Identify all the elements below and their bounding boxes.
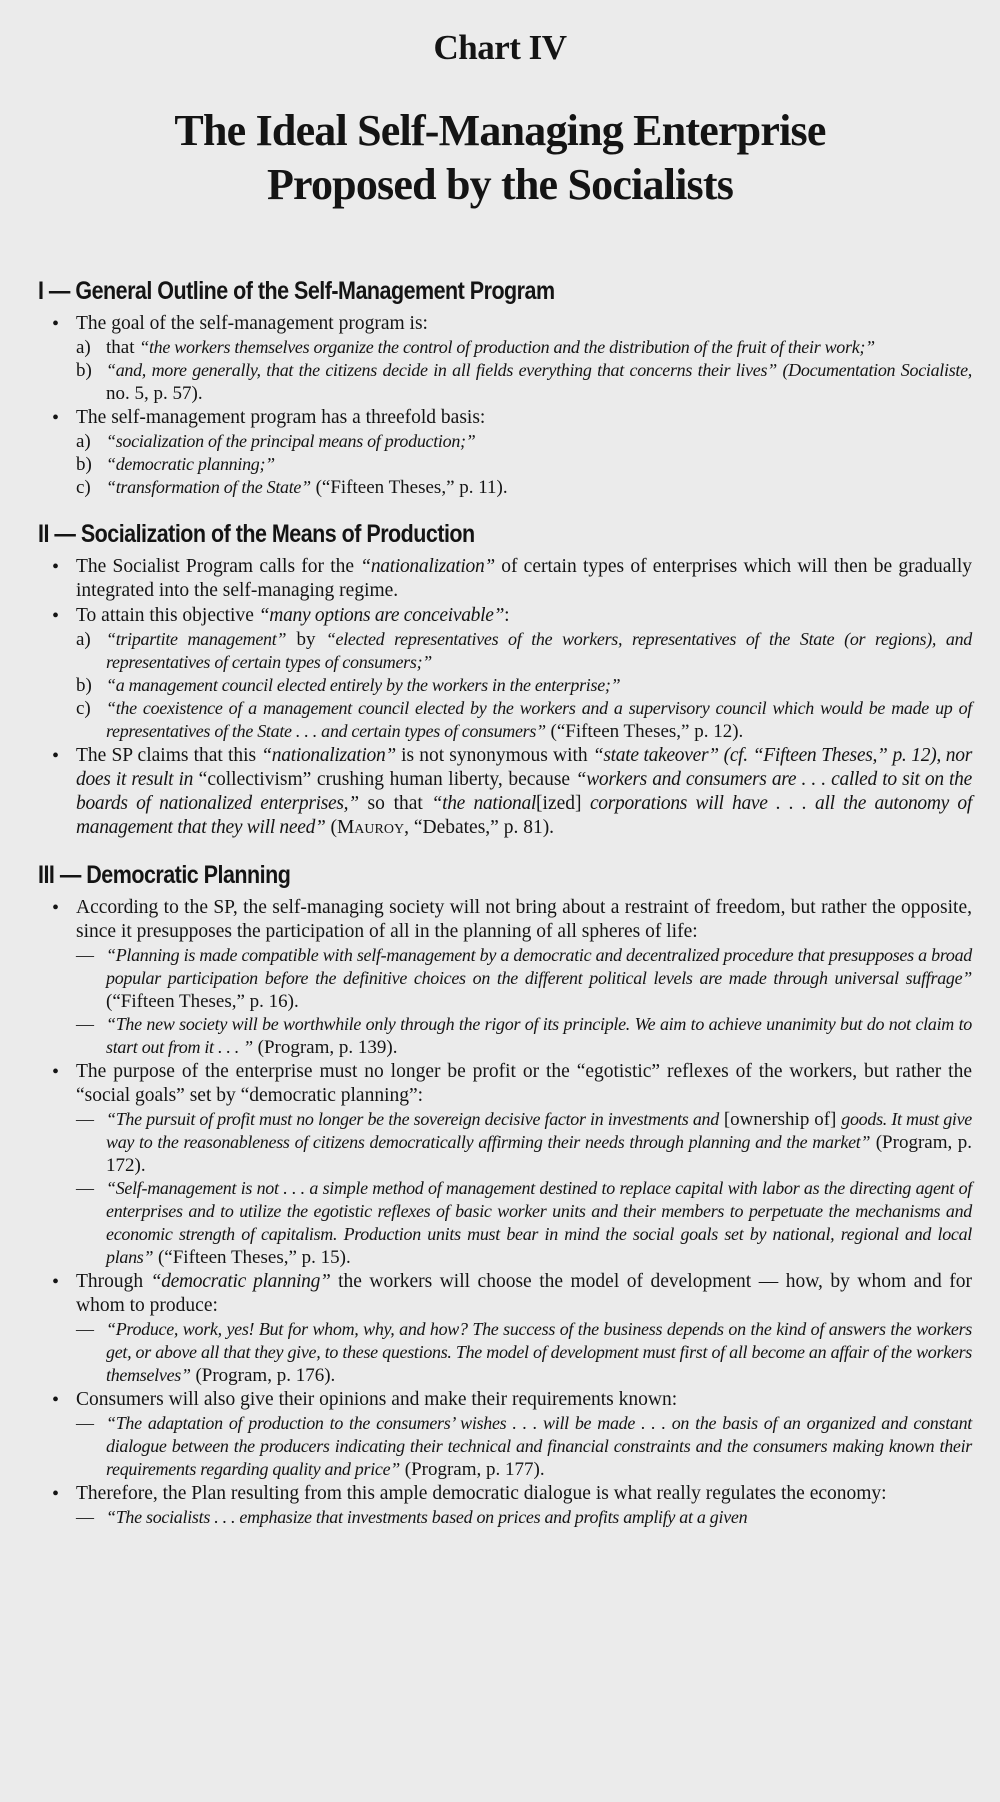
document-body: [38, 276, 972, 1549]
citation: (“Fifteen Theses,” p. 15).: [153, 1247, 351, 1268]
quote-text: “and, more generally, that the citizens decide in all fields everything that concerns their lives” (Documentation Socialiste,: [106, 360, 972, 380]
dash-icon: —: [76, 1014, 94, 1034]
quote-text: “nationalization”: [360, 556, 495, 577]
bullet-text: The self-management program has a threefold basis:: [76, 407, 486, 428]
quote-text: corporations will have . . . all the autonomy of management that they will need”: [76, 793, 972, 838]
text-span: , “Debates,” p. 81).: [404, 817, 555, 838]
text-span: [ized]: [536, 793, 582, 814]
bullet-text: Therefore, the Plan resulting from this ample democratic dialogue is what really regulates the economy:: [76, 1483, 887, 1504]
text-span: the workers will choose the model of development — how, by whom and for whom to produce:: [76, 1271, 973, 1316]
sub-item: [76, 430, 972, 453]
quote-text: “the national: [431, 793, 537, 814]
quote-text: “Self-management is not . . . a simple method of management destined to replace capital with labor as the directing agent of enterprises and to utilize the egotistic reflexes of basic worker units and their members to perpetuate the mechanisms and economic strength of capitalism. Production units must bear in mind the social goals set by national, regional and local plans”: [106, 1178, 972, 1267]
citation: (Program, p. 177).: [400, 1459, 545, 1480]
dash-icon: —: [76, 1413, 94, 1433]
quote-text: “The pursuit of profit must no longer be the sovereign decisive factor in investments and: [106, 1109, 719, 1129]
quote-text: “socialization of the principal means of production;”: [106, 431, 476, 451]
quote-text: goods. It must give way to the reasonableness of citizens democratically affirming their needs through planning and the market”: [106, 1109, 972, 1152]
text-span: of certain types of enterprises which will then be gradually integrated into the self-managing regime.: [76, 556, 973, 601]
bullet-text: [76, 604, 972, 628]
bullet-icon: •: [52, 407, 60, 429]
quote-text: “Planning is made compatible with self-management by a democratic and decentralized procedure that presupposes a broad popular participation before the definitive choices on the different political levels are made through universal suffrage”: [106, 945, 972, 988]
dash-icon: —: [76, 1319, 94, 1339]
list-item: [38, 555, 972, 603]
text-span: [ownership of]: [718, 1109, 842, 1130]
section-heading: I — General Outline of the Self-Management Program: [38, 277, 555, 305]
sub-marker: b): [76, 360, 92, 381]
quote-text: “many options are conceivable”: [258, 605, 505, 626]
quote-text: “nationalization”: [261, 745, 396, 766]
citation: (Program, p. 139).: [252, 1037, 398, 1058]
sub-marker: a): [76, 431, 91, 452]
list-item: [38, 1270, 972, 1387]
text-span: To attain this objective: [76, 605, 259, 626]
section-democratic-planning: [38, 860, 972, 1529]
bullet-icon: •: [52, 1389, 60, 1411]
bullet-icon: •: [52, 745, 60, 767]
bullet-text: The goal of the self-management program is:: [76, 313, 428, 334]
quote-text: “The adaptation of production to the consumers’ wishes . . . will be made . . . on the basis of an organized and constant dialogue between the producers indicating their technical and financial constraints and the consumers making known their requirements regarding quality and price”: [106, 1413, 972, 1479]
list-item: [38, 312, 972, 405]
chart-label: Chart IV: [433, 28, 567, 67]
bullet-text: [76, 1270, 972, 1318]
bullet-text: Consumers will also give their opinions and make their requirements known:: [76, 1389, 678, 1410]
text-span: “collectivism” crushing human liberty, because: [193, 769, 576, 790]
bullet-icon: •: [52, 1061, 60, 1083]
quote-item: [76, 1318, 972, 1387]
quote-item: [76, 1108, 972, 1177]
quote-text: “democratic planning”: [150, 1271, 331, 1292]
text-span: (: [325, 817, 337, 838]
list-item: [38, 896, 972, 1059]
text-span: The SP claims that this: [76, 745, 262, 766]
quote-text: “Produce, work, yes! But for whom, why, and how? The success of the business depends on the kind of answers the workers get, or above all that they give, to these questions. The model of development must first of all become an affair of the workers themselves”: [106, 1319, 972, 1385]
bullet-text: According to the SP, the self-managing society will not bring about a restraint of freedom, but rather the opposite, since it presupposes the participation of all in the planning of all spheres of life:: [76, 897, 972, 942]
document-title: [0, 104, 1000, 212]
citation: (Program, p. 176).: [190, 1365, 336, 1386]
bullet-icon: •: [52, 1483, 60, 1505]
bullet-icon: •: [52, 605, 60, 627]
dash-icon: —: [76, 1178, 94, 1198]
sub-item: [76, 697, 972, 743]
quote-item: [76, 1412, 972, 1481]
list-item: [38, 1060, 972, 1269]
bullet-icon: •: [52, 313, 60, 335]
list-item: [38, 744, 972, 840]
quote-text: “elected representatives of the workers, representatives of the State (or regions), and representatives of certain types of consumers;”: [106, 629, 972, 672]
sub-item: [76, 628, 972, 674]
bullet-icon: •: [52, 556, 60, 578]
quote-item: [76, 1177, 972, 1269]
title-line-2: Proposed by the Socialists: [266, 160, 734, 209]
section-heading: III — Democratic Planning: [38, 861, 291, 889]
quote-text: “The new society will be worthwhile only through the rigor of its principle. We aim to achieve unanimity but do not claim to start out from it . . . ”: [106, 1014, 972, 1057]
section-socialization: [38, 519, 972, 840]
quote-text: “the workers themselves organize the control of production and the distribution of the fruit of their work;”: [139, 337, 875, 357]
list-item: [38, 1388, 972, 1481]
section-heading: II — Socialization of the Means of Production: [38, 520, 475, 548]
sub-marker: b): [76, 675, 92, 696]
text-span: :: [504, 605, 510, 626]
quote-item: [76, 1506, 972, 1529]
quote-text: “tripartite management”: [106, 629, 287, 649]
quote-item: [76, 944, 972, 1013]
bullet-icon: •: [52, 1271, 60, 1293]
citation: (“Fifteen Theses,” p. 12).: [545, 721, 744, 742]
citation: (Program, p. 172).: [106, 1132, 972, 1176]
quote-text: “the coexistence of a management council elected by the workers and a supervisory council which would be made up of representatives of the State . . . and certain types of consumers”: [106, 698, 972, 741]
quote-text: “The socialists . . . emphasize that investments based on prices and profits amplify at a given: [106, 1507, 748, 1527]
text-span: is not synonymous with: [395, 745, 593, 766]
list-item: [38, 1482, 972, 1529]
sub-item: [76, 359, 972, 405]
text-span: The Socialist Program calls for the: [76, 556, 361, 577]
quote-text: “workers and consumers are . . . called to sit on the boards of nationalized enterprises,”: [76, 769, 972, 814]
text-span: by: [286, 629, 326, 650]
quote-text: “a management council elected entirely by the workers in the enterprise;”: [106, 675, 621, 695]
quote-item: [76, 1013, 972, 1059]
citation: (“Fifteen Theses,” p. 16).: [106, 991, 299, 1012]
sub-item: [76, 336, 972, 359]
sub-item: [76, 674, 972, 697]
bullet-text: The purpose of the enterprise must no longer be profit or the “egotistic” reflexes of the workers, but rather the “social goals” set by “democratic planning”:: [76, 1061, 972, 1106]
bullet-icon: •: [52, 897, 60, 919]
section-general-outline: [38, 276, 972, 499]
list-item: [38, 604, 972, 743]
text-span: so that: [358, 793, 432, 814]
dash-icon: —: [76, 1507, 94, 1527]
text-span: Through: [76, 1271, 151, 1292]
sub-item: [76, 453, 972, 476]
dash-icon: —: [76, 1109, 94, 1129]
sub-marker: c): [76, 477, 91, 498]
text-span: that: [106, 337, 140, 358]
sub-marker: c): [76, 698, 91, 719]
list-item: [38, 406, 972, 499]
sub-marker: a): [76, 337, 91, 358]
title-line-1: The Ideal Self-Managing Enterprise: [174, 106, 826, 155]
sub-marker: b): [76, 454, 92, 475]
sub-marker: a): [76, 629, 91, 650]
quote-text: “democratic planning;”: [106, 454, 275, 474]
sub-item: [76, 476, 972, 499]
quote-text: “state takeover” (cf. “Fifteen Theses,” p. 12), nor does it result in: [76, 745, 972, 790]
dash-icon: —: [76, 945, 94, 965]
citation: (“Fifteen Theses,” p. 11).: [310, 477, 508, 498]
quote-text: “transformation of the State”: [106, 477, 311, 497]
author-name: Mauroy: [336, 817, 405, 838]
citation: no. 5, p. 57).: [106, 383, 203, 404]
